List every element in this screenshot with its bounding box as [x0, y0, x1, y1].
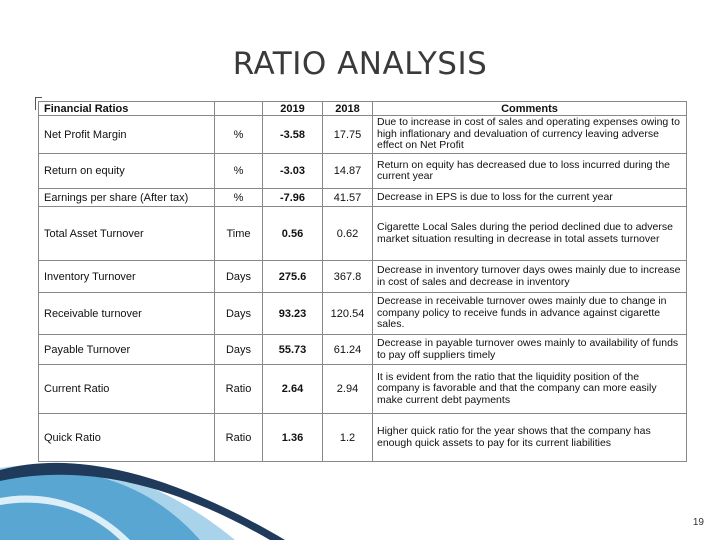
value-2018: 1.2 — [323, 414, 373, 462]
header-2018: 2018 — [323, 102, 373, 116]
ratio-name: Return on equity — [39, 154, 215, 189]
value-2018: 2.94 — [323, 365, 373, 414]
ratio-comment: Higher quick ratio for the year shows that the company has enough quick assets to pay for its current liabilities — [373, 414, 687, 462]
ratio-name: Receivable turnover — [39, 293, 215, 335]
ratio-comment: Due to increase in cost of sales and operating expenses owing to high inflationary and devaluation of currency leaving adverse effect on Net Profit — [373, 116, 687, 154]
value-2018: 367.8 — [323, 261, 373, 293]
value-2018: 120.54 — [323, 293, 373, 335]
header-comments: Comments — [373, 102, 687, 116]
value-2019: -3.03 — [263, 154, 323, 189]
ratio-comment: Decrease in receivable turnover owes mainly due to change in company policy to receive funds in advance against cigarette sales. — [373, 293, 687, 335]
value-2019: -7.96 — [263, 189, 323, 207]
value-2019: 275.6 — [263, 261, 323, 293]
ratio-unit: Ratio — [215, 365, 263, 414]
ratio-name: Quick Ratio — [39, 414, 215, 462]
ratio-comment: Decrease in payable turnover owes mainly to availability of funds to pay off suppliers timely — [373, 335, 687, 365]
ratio-unit: Days — [215, 293, 263, 335]
value-2018: 61.24 — [323, 335, 373, 365]
ratio-comment: Return on equity has decreased due to loss incurred during the current year — [373, 154, 687, 189]
ratio-name: Current Ratio — [39, 365, 215, 414]
ratio-name: Payable Turnover — [39, 335, 215, 365]
value-2019: 93.23 — [263, 293, 323, 335]
ratio-comment: Decrease in inventory turnover days owes mainly due to increase in cost of sales and decrease in inventory — [373, 261, 687, 293]
value-2018: 41.57 — [323, 189, 373, 207]
ratio-unit: % — [215, 154, 263, 189]
value-2019: 1.36 — [263, 414, 323, 462]
header-financial-ratios: Financial Ratios — [39, 102, 215, 116]
value-2019: 2.64 — [263, 365, 323, 414]
value-2019: -3.58 — [263, 116, 323, 154]
page-number: 19 — [692, 517, 704, 528]
ratio-name: Total Asset Turnover — [39, 207, 215, 261]
ratio-unit: Time — [215, 207, 263, 261]
ratio-unit: % — [215, 189, 263, 207]
ratio-unit: Ratio — [215, 414, 263, 462]
slide-title: RATIO ANALYSIS — [232, 46, 488, 82]
value-2019: 55.73 — [263, 335, 323, 365]
value-2018: 0.62 — [323, 207, 373, 261]
header-2019: 2019 — [263, 102, 323, 116]
value-2018: 14.87 — [323, 154, 373, 189]
value-2018: 17.75 — [323, 116, 373, 154]
ratio-unit: Days — [215, 261, 263, 293]
ratio-comment: Cigarette Local Sales during the period declined due to adverse market situation resulting in decrease in total assets turnover — [373, 207, 687, 261]
ratio-unit: % — [215, 116, 263, 154]
ratio-comment: Decrease in EPS is due to loss for the current year — [373, 189, 687, 207]
ratio-name: Inventory Turnover — [39, 261, 215, 293]
ratio-comment: It is evident from the ratio that the liquidity position of the company is favorable and that the company can more easily make current debt payments — [373, 365, 687, 414]
ratio-name: Earnings per share (After tax) — [39, 189, 215, 207]
ratio-name: Net Profit Margin — [39, 116, 215, 154]
value-2019: 0.56 — [263, 207, 323, 261]
ratio-unit: Days — [215, 335, 263, 365]
